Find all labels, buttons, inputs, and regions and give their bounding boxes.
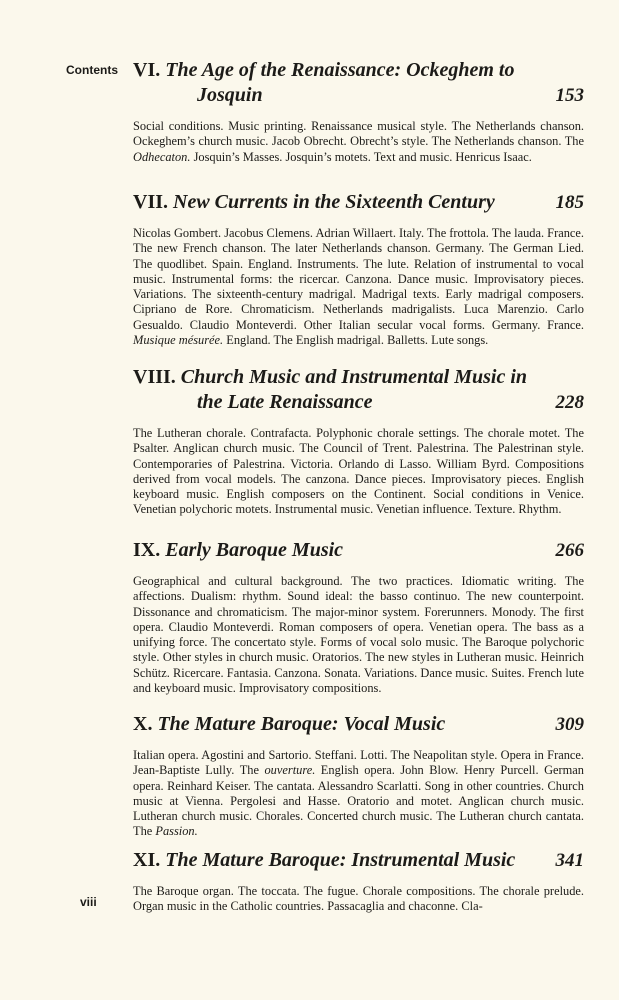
chapter-numeral: X.: [133, 713, 158, 735]
summary-text: Geographical and cultural background. The two practices. Idiomatic writing. The affections. Dualism: rhythm. Sound ideal: the basso continuo. The new counterpoint. Dissonance and chromaticism. The major-minor system. Forerunners. Monody. The first opera. Claudio Monteverdi. Roman composers of opera. Venetian opera. The bass as a unifying force. The concertato style. Forms of vocal solo music. The Baroque polychoric style. Other styles in church music. Oratorios. The new styles in Lutheran music. Heinrich Schütz. Ricercare. Fantasia. Canzona. Sonata. Variations. Dance music. Suites. French lute and keyboard music. Improvisatory compositions.: [133, 574, 584, 696]
chapter-heading: [133, 538, 584, 563]
chapter-title-continued: the Late Renaissance: [197, 391, 373, 413]
chapter-page-number: 266: [555, 540, 584, 561]
chapter-numeral: VIII.: [133, 366, 181, 388]
summary-text: England. The English madrigal. Balletts. Lute songs.: [223, 333, 489, 348]
chapter-entry: [133, 365, 584, 518]
chapter-page-number: 228: [555, 392, 584, 413]
chapter-entry: [133, 58, 584, 165]
summary-text: The Lutheran chorale. Contrafacta. Polyphonic chorale settings. The chorale motet. The Psalter. Anglican church music. The Council of Trent. Palestrina. The Palestrinan style. Contemporaries of Palestrina. Victoria. Orlando di Lasso. William Byrd. Compositions derived from vocal models. The canzona. Dance pieces. Improvisatory pieces. English keyboard music. English composers on the Continent. Social conditions in Venice. Venetian polychoric motets. Instrumental music. Venetian influence. Texture. Rhythm.: [133, 426, 584, 517]
chapter-page-number: 309: [555, 714, 584, 735]
chapter-numeral: VII.: [133, 191, 174, 213]
italic-phrase: Musique mésurée.: [133, 333, 224, 348]
summary-text: Social conditions. Music printing. Renaissance musical style. The Netherlands chanson. Ockeghem’s church music. Jacob Obrecht. Obrecht’s style. The Netherlands chanson. The: [133, 119, 584, 149]
chapter-heading: [133, 712, 584, 737]
chapter-summary: [133, 119, 584, 165]
italic-phrase: ouverture.: [264, 763, 316, 778]
summary-text: The Baroque organ. The toccata. The fugue. Chorale compositions. The chorale prelude. Organ music in the Catholic countries. Passacaglia and chaconne. Cla-: [133, 884, 584, 914]
summary-text: English opera. John Blow. Henry Purcell. German opera. Reinhard Keiser. The cantata. Alessandro Scarlatti. Song in other countries. Church music at Vienna. Pergolesi and Hasse. Oratorio and motet. Anglican church music. Lutheran church music. Chorales. Concerted church music. The Lutheran church cantata. The: [133, 763, 584, 839]
chapter-heading: [133, 190, 584, 215]
summary-text: Josquin’s Masses. Josquin’s motets. Text and music. Henricus Isaac.: [190, 149, 532, 164]
chapter-numeral: IX.: [133, 539, 166, 561]
page-folio: viii: [80, 895, 97, 909]
chapter-numeral: VI.: [133, 59, 166, 81]
chapter-title: Church Music and Instrumental Music in: [180, 366, 528, 388]
italic-phrase: Odhecaton.: [133, 149, 191, 164]
chapter-title: The Mature Baroque: Instrumental Music: [165, 849, 516, 871]
chapter-summary: [133, 574, 584, 696]
chapter-title: The Mature Baroque: Vocal Music: [157, 713, 446, 735]
chapter-heading: [133, 58, 584, 108]
chapter-numeral: XI.: [133, 849, 166, 871]
running-head: Contents: [66, 63, 118, 77]
chapter-title-continued: Josquin: [197, 84, 263, 106]
chapter-title: Early Baroque Music: [165, 539, 344, 561]
chapter-title: New Currents in the Sixteenth Century: [173, 191, 495, 213]
chapter-heading: [133, 365, 584, 415]
summary-text: Nicolas Gombert. Jacobus Clemens. Adrian Willaert. Italy. The frottola. The lauda. France. The new French chanson. The later Netherlands chanson. Germany. The German Lied. The quodlibet. Spain. England. Instruments. The lute. Relation of instrumental to vocal music. Instrumental forms: the ricercar. Canzona. Dance music. Improvisatory pieces. Variations. The sixteenth-century madrigal. Madrigal texts. Early madrigal composers. Cipriano de Rore. Chromaticism. Netherlands madrigalists. Luca Marenzio. Carlo Gesualdo. Claudio Monteverdi. Other Italian secular vocal forms. Germany. France.: [133, 226, 584, 332]
chapter-entry: [133, 538, 584, 696]
chapter-title: The Age of the Renaissance: Ockeghem to: [165, 59, 515, 81]
chapter-summary: [133, 226, 584, 348]
chapter-page-number: 153: [555, 85, 584, 106]
summary-text: Italian opera. Agostini and Sartorio. Steffani. Lotti. The Neapolitan style. Opera in France. Jean-Baptiste Lully. The: [133, 748, 584, 778]
chapter-page-number: 341: [555, 850, 584, 871]
chapter-entry: [133, 190, 584, 348]
italic-phrase: Passion.: [155, 824, 198, 839]
chapter-summary: [133, 884, 584, 915]
chapter-page-number: 185: [555, 192, 584, 213]
chapter-summary: [133, 426, 584, 518]
chapter-heading: [133, 848, 584, 873]
chapter-summary: [133, 748, 584, 840]
chapter-entry: [133, 712, 584, 840]
chapter-entry: [133, 848, 584, 915]
